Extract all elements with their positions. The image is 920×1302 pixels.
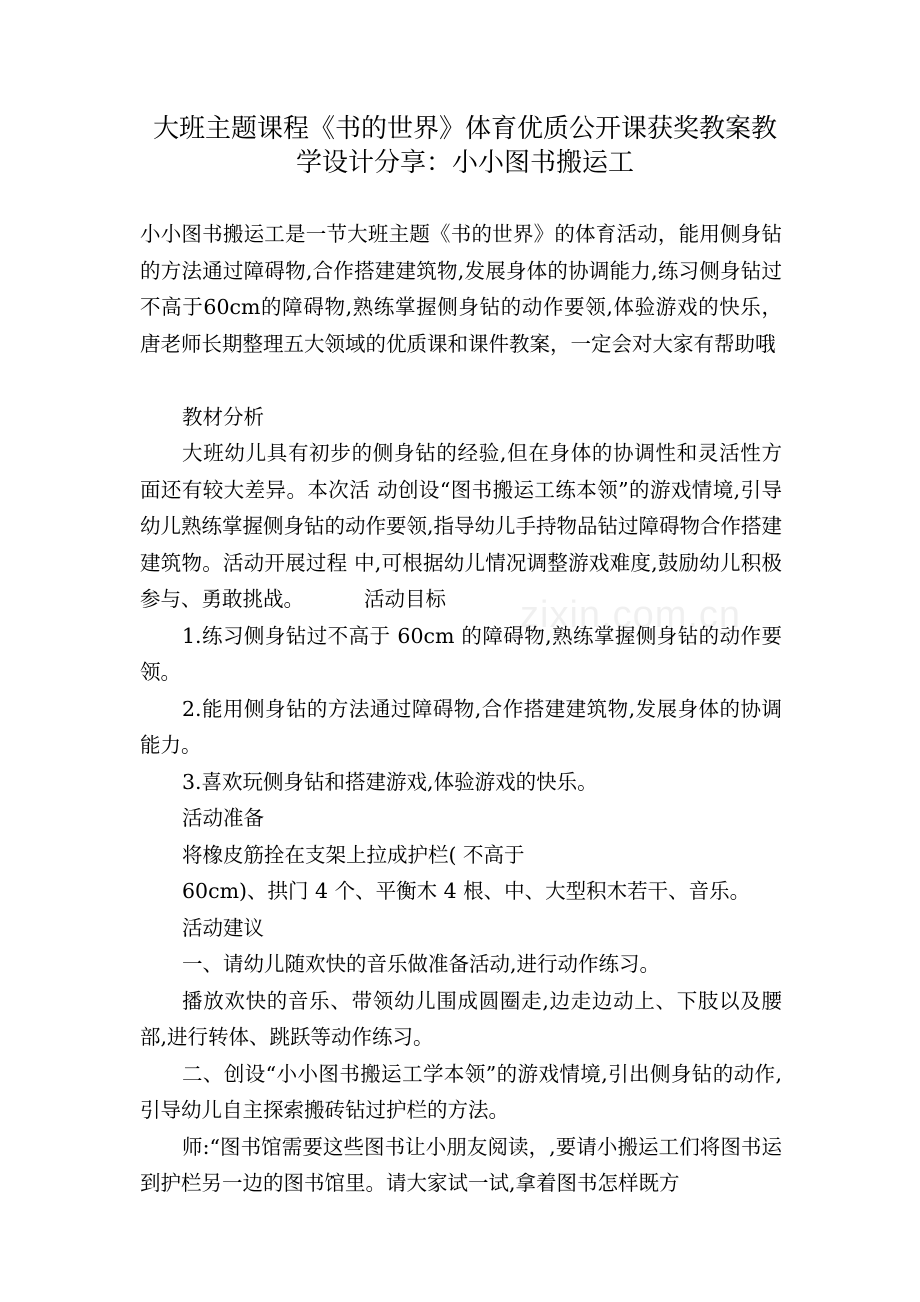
goal-item-3: 3.喜欢玩侧身钻和搭建游戏,体验游戏的快乐。	[182, 769, 598, 794]
watermark: zixin.com.cn	[520, 594, 742, 636]
analysis-text: 大班幼儿具有初步的侧身钻的经验,但在身体的协调性和灵活性方面还有较大差异。本次活 动创设“图书搬运工练本领”的游戏情境,引导幼儿熟练掌握侧身钻的动作要领,指导幼儿手持物品钻过障碍物合作搭建建筑物。活动开展过程 中,可根据幼儿情况调整游戏难度,鼓励幼儿积极参与、勇敢挑战。	[140, 441, 783, 611]
prep-line-2: 60cm)、拱门 4 个、平衡木 4 根、中、大型积木若干、音乐。	[182, 879, 751, 903]
teacher-quote: 师:“图书馆需要这些图书让小朋友阅读，,要请小搬运工们将图书运到护栏另一边的图书馆里。请大家试一试,拿着图书怎样既方	[140, 1134, 782, 1195]
section-heading-goals: 活动目标	[364, 587, 446, 611]
goal-item-1: 1.练习侧身钻过不高于 60cm 的障碍物,熟练掌握侧身钻的动作要领。	[140, 623, 782, 684]
document-title	[140, 112, 790, 180]
analysis-paragraph	[140, 435, 782, 618]
intro-paragraph: 小小图书搬运工是一节大班主题《书的世界》的体育活动，能用侧身钻的方法通过障碍物,合作搭建建筑物,发展身体的协调能力,练习侧身钻过不高于60cm的障碍物,熟练掌握侧身钻的动作要领,体验游戏的快乐，唐老师长期整理五大领域的优质课和课件教案，一定会对大家有帮助哦	[140, 222, 782, 356]
title-line-1: 大班主题课程《书的世界》体育优质公开课获奖教案教	[152, 114, 777, 144]
title-line-2: 学设计分享：小小图书搬运工	[295, 148, 634, 178]
step-2: 二、创设“小小图书搬运工学本领”的游戏情境,引出侧身钻的动作,引导幼儿自主探索搬砖钻过护栏的方法。	[140, 1061, 782, 1122]
section-heading-prep: 活动准备	[182, 806, 264, 830]
step-1: 一、请幼儿随欢快的音乐做准备活动,进行动作练习。	[182, 952, 661, 976]
goal-item-2: 2.能用侧身钻的方法通过障碍物,合作搭建建筑物,发展身体的协调能力。	[140, 696, 782, 757]
section-heading-analysis: 教材分析	[182, 404, 264, 429]
section-heading-suggest: 活动建议	[182, 915, 264, 940]
step-1-detail: 播放欢快的音乐、带领幼儿围成圆圈走,边走边动上、下肢以及腰部,进行转体、跳跃等动作练习。	[140, 988, 782, 1049]
prep-line-1: 将橡皮筋拴在支架上拉成护栏( 不高于	[182, 842, 525, 867]
blank-line	[140, 362, 782, 399]
document-body	[140, 216, 782, 1202]
